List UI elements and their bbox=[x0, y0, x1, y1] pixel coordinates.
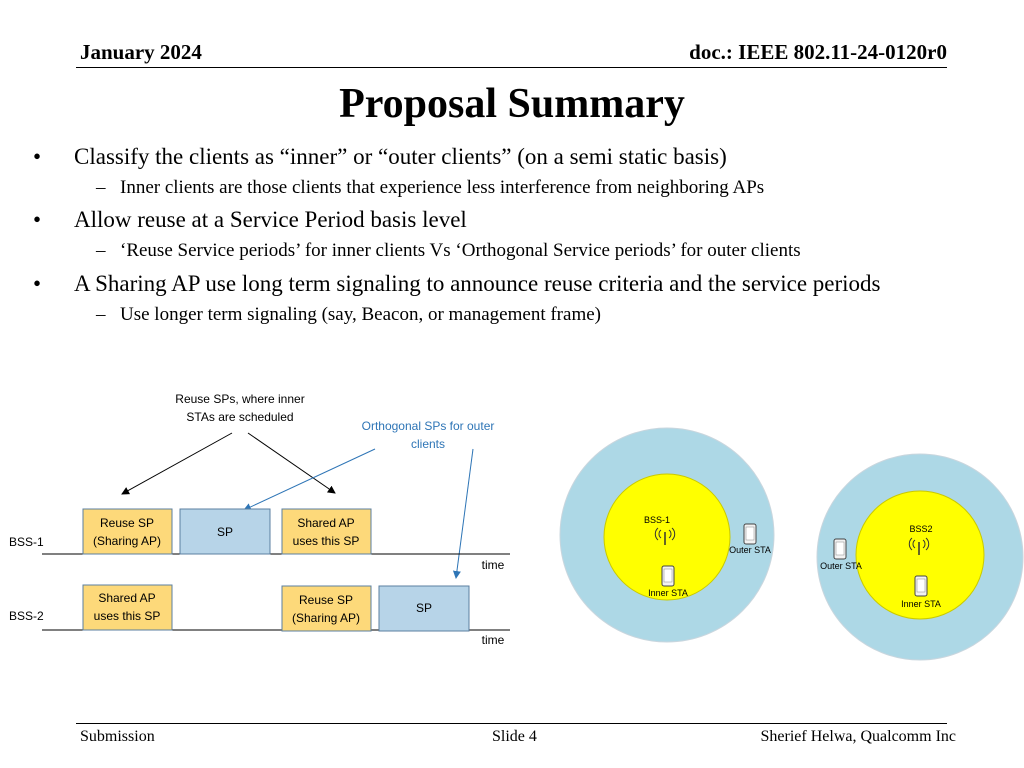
bss1-inner-sta-label: Inner STA bbox=[648, 588, 688, 598]
bullet-text: A Sharing AP use long term signaling to announce reuse criteria and the service periods bbox=[74, 271, 881, 296]
bullet-text: Allow reuse at a Service Period basis level bbox=[74, 207, 467, 232]
arrow-to-reuse-sp bbox=[122, 433, 232, 494]
annotation-orthogonal-line2: clients bbox=[410, 437, 446, 451]
arrow-to-shared-ap bbox=[248, 433, 335, 493]
footer-author: Sherief Helwa, Qualcomm Inc bbox=[760, 728, 956, 745]
bss1-shared-ap-line2: uses this SP bbox=[292, 534, 360, 548]
bss2-reuse-sp-line1: Reuse SP bbox=[298, 593, 354, 607]
bss1-reuse-sp-line2: (Sharing AP) bbox=[92, 534, 162, 548]
bullet-marker: • bbox=[33, 207, 42, 232]
sub-bullet-marker: – bbox=[96, 177, 106, 198]
station-phone-icon bbox=[834, 539, 846, 559]
bss1-sp-label: SP bbox=[216, 525, 234, 539]
sub-bullet-marker: – bbox=[96, 304, 106, 325]
footer-rule bbox=[76, 723, 947, 724]
bss2-label: BSS-2 bbox=[9, 609, 44, 623]
sub-bullet-text: ‘Reuse Service periods’ for inner clients Vs ‘Orthogonal Service periods’ for outer clients bbox=[120, 240, 801, 261]
station-phone-icon bbox=[915, 576, 927, 596]
header-doc-id: doc.: IEEE 802.11-24-0120r0 bbox=[689, 40, 947, 64]
bss2-reuse-sp-line2: (Sharing AP) bbox=[291, 611, 361, 625]
bss2-ap-label: BSS2 bbox=[909, 524, 933, 534]
annotation-reuse-line1: Reuse SPs, where inner bbox=[175, 392, 305, 406]
arrow-to-bss2-sp bbox=[456, 449, 473, 578]
bss1-outer-sta-label: Outer STA bbox=[729, 545, 771, 555]
slide-title: Proposal Summary bbox=[339, 81, 685, 127]
annotation-orthogonal-line1: Orthogonal SPs for outer bbox=[361, 419, 495, 433]
bullet-marker: • bbox=[33, 144, 42, 169]
bullet-marker: • bbox=[33, 271, 42, 296]
bullet-text: Classify the clients as “inner” or “outer clients” (on a semi static basis) bbox=[74, 144, 727, 169]
station-phone-icon bbox=[662, 566, 674, 586]
bss2-outer-sta-label: Outer STA bbox=[820, 561, 862, 571]
bss1-reuse-sp-line1: Reuse SP bbox=[99, 516, 155, 530]
bss2-shared-ap-line2: uses this SP bbox=[93, 609, 161, 623]
bss2-time-label: time bbox=[481, 633, 505, 647]
header-date: January 2024 bbox=[80, 40, 202, 64]
bss1-label: BSS-1 bbox=[9, 535, 44, 549]
bss1-ap-label: BSS-1 bbox=[643, 515, 671, 525]
bss2-inner-sta-label: Inner STA bbox=[901, 599, 941, 609]
sub-bullet-marker: – bbox=[96, 240, 106, 261]
annotation-reuse-line2: STAs are scheduled bbox=[186, 410, 294, 424]
bss2-sp-label: SP bbox=[415, 601, 433, 615]
sub-bullet-text: Use longer term signaling (say, Beacon, or management frame) bbox=[120, 304, 601, 325]
bss1-time-label: time bbox=[481, 558, 505, 572]
bss1-shared-ap-line1: Shared AP bbox=[297, 516, 355, 530]
bss2-shared-ap-line1: Shared AP bbox=[98, 591, 156, 605]
station-phone-icon bbox=[744, 524, 756, 544]
footer-submission: Submission bbox=[80, 728, 155, 745]
arrow-to-bss1-sp bbox=[244, 449, 375, 510]
footer-slide-number: Slide 4 bbox=[492, 728, 537, 745]
sub-bullet-text: Inner clients are those clients that experience less interference from neighboring APs bbox=[120, 177, 765, 198]
